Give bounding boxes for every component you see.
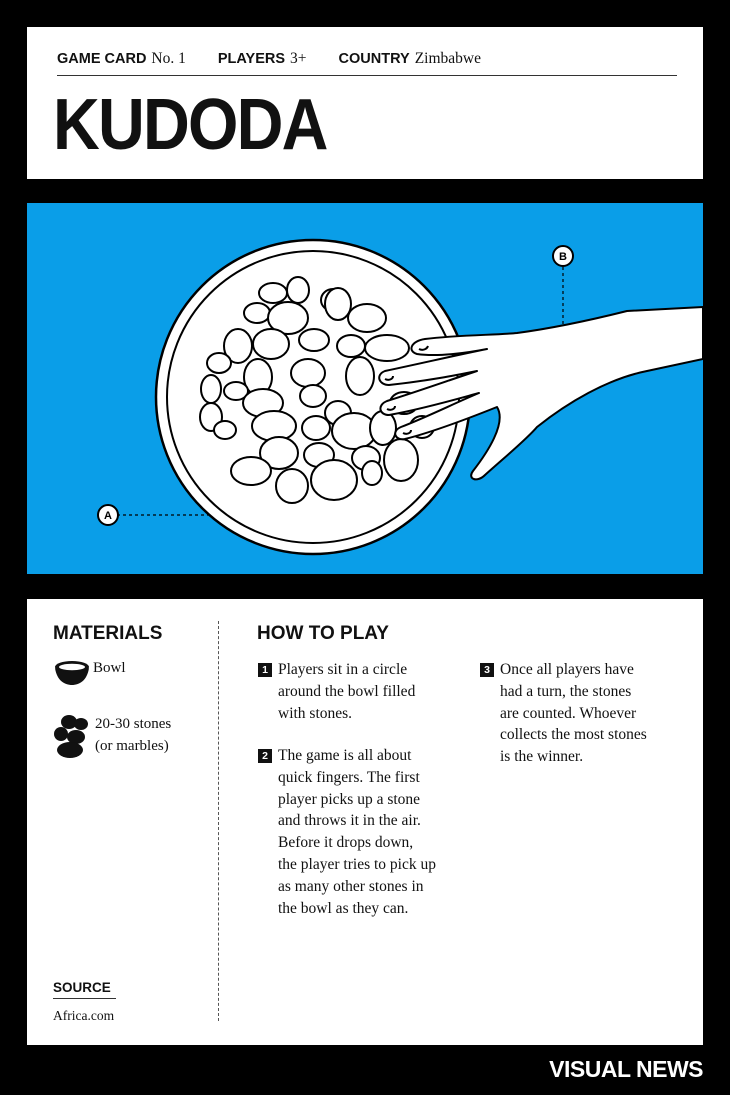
meta-key: COUNTRY — [338, 51, 410, 67]
step-text — [500, 659, 662, 768]
callout-a-label: A — [104, 510, 112, 522]
material-label: Bowl — [93, 660, 126, 676]
game-title: KUDODA — [53, 85, 327, 165]
meta-value: Zimbabwe — [414, 50, 481, 67]
step-1 — [258, 659, 440, 724]
step-text — [278, 745, 440, 919]
step-line: quick fingers. The first — [278, 768, 420, 786]
material-stones — [53, 713, 171, 768]
stones-icon — [53, 713, 93, 768]
material-label — [95, 713, 171, 757]
material-label-line: (or marbles) — [95, 738, 169, 754]
step-text — [278, 659, 440, 724]
step-number: 2 — [258, 749, 272, 763]
step-line: as many other stones in — [278, 877, 424, 895]
step-number: 1 — [258, 663, 272, 677]
step-line: with stones. — [278, 704, 353, 722]
how-to-play-title: HOW TO PLAY — [257, 623, 389, 644]
illustration-panel — [27, 203, 703, 574]
country-meta — [339, 50, 481, 68]
step-line: Before it drops down, — [278, 834, 414, 852]
step-3 — [480, 659, 662, 768]
meta-key: PLAYERS — [217, 51, 286, 67]
players-meta — [218, 50, 307, 68]
card-meta-row — [57, 50, 677, 76]
callout-a-marker — [98, 505, 118, 525]
game-card-meta — [57, 50, 186, 68]
callout-b-label: B — [559, 251, 567, 263]
step-line: had a turn, the stones — [500, 682, 632, 700]
brand-logo: VISUAL NEWS — [549, 1056, 703, 1082]
bowl-icon — [53, 657, 91, 696]
step-number: 3 — [480, 663, 494, 677]
step-line: the player tries to pick up — [278, 855, 436, 873]
column-divider — [218, 621, 219, 1021]
source-value: Africa.com — [53, 1008, 115, 1023]
header-panel — [27, 27, 703, 179]
step-line: Players sit in a circle — [278, 661, 408, 678]
meta-key: GAME CARD — [57, 51, 147, 67]
step-line: and throws it in the air. — [278, 812, 421, 830]
step-line: the bowl as they can. — [278, 899, 409, 917]
step-line: is the winner. — [500, 748, 584, 766]
meta-value: No. 1 — [151, 50, 186, 67]
step-line: are counted. Whoever — [500, 704, 637, 722]
callout-b-marker — [553, 246, 573, 266]
source-label: SOURCE — [53, 980, 116, 999]
material-label-line: 20-30 stones — [95, 716, 172, 732]
bowl-illustration — [27, 203, 703, 574]
meta-value: 3+ — [290, 50, 307, 67]
step-line: around the bowl filled — [278, 682, 416, 700]
material-bowl — [53, 657, 126, 696]
content-panel — [27, 599, 703, 1045]
step-line: player picks up a stone — [278, 790, 421, 808]
materials-title: MATERIALS — [53, 623, 163, 644]
step-line: Once all players have — [500, 661, 634, 678]
step-2 — [258, 745, 440, 919]
step-line: The game is all about — [278, 747, 412, 764]
step-line: collects the most stones — [500, 726, 647, 744]
